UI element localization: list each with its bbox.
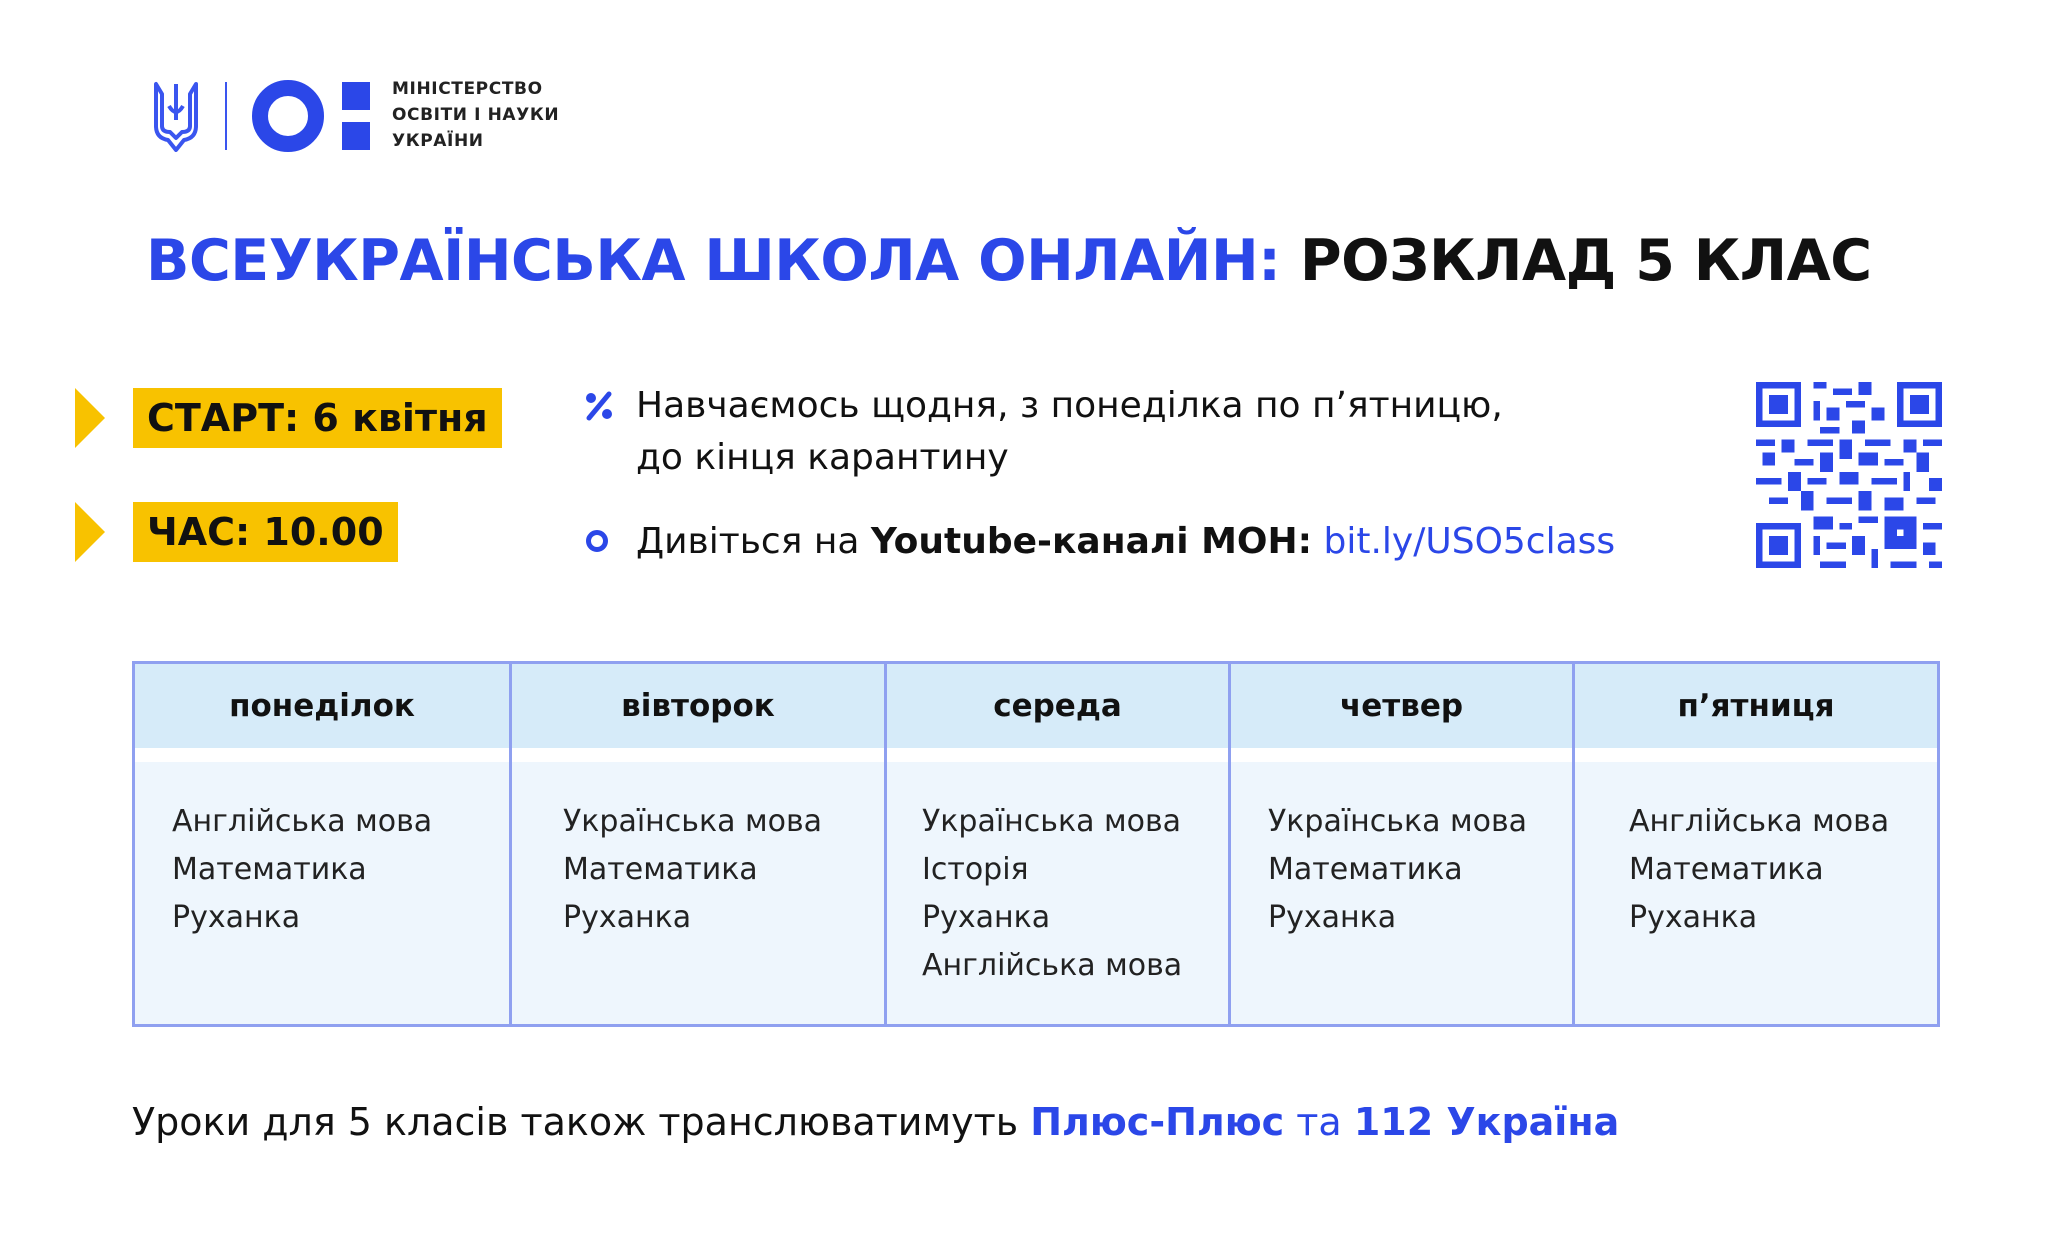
youtube-channel-label: Youtube-каналі МОН: — [870, 521, 1313, 562]
subject-list — [1231, 762, 1572, 942]
subject-list — [512, 762, 884, 942]
arrow-icon — [75, 388, 105, 448]
ministry-name — [392, 76, 559, 154]
info-line-1a: Навчаємось щодня, з понеділка по п’ятницю, — [636, 385, 1503, 426]
info-line-2-prefix: Дивіться на — [636, 521, 871, 562]
logo-divider — [225, 82, 227, 150]
day-header: четвер — [1231, 664, 1572, 748]
info-line-1b: до кінця карантину — [636, 437, 1009, 478]
ministry-line: УКРАЇНИ — [392, 131, 484, 151]
footer-middle: та — [1284, 1100, 1354, 1144]
subject-item: Історія — [922, 852, 1029, 887]
subject-item: Математика — [172, 852, 367, 887]
time-badge: ЧАС: 10.00 — [133, 502, 398, 562]
day-column — [135, 664, 512, 1024]
subject-item: Руханка — [1629, 900, 1758, 935]
day-column — [512, 664, 887, 1024]
subject-item: Українська мова — [563, 804, 823, 839]
circle-bullet-icon — [586, 530, 608, 552]
footer-note — [132, 1100, 1619, 1144]
qr-code-icon[interactable] — [1756, 382, 1942, 568]
ministry-logo-icon — [250, 78, 372, 154]
subject-item: Українська мова — [922, 804, 1182, 839]
title-blue-part: ВСЕУКРАЇНСЬКА ШКОЛА ОНЛАЙН: — [146, 228, 1281, 294]
footer-prefix: Уроки для 5 класів також транслюватимуть — [132, 1100, 1031, 1144]
arrow-icon — [75, 502, 105, 562]
start-badge: СТАРТ: 6 квітня — [133, 388, 502, 448]
channel-112: 112 Україна — [1353, 1100, 1620, 1144]
percent-icon — [583, 390, 615, 422]
ministry-line: ОСВІТИ І НАУКИ — [392, 105, 560, 125]
subject-list — [1575, 762, 1937, 942]
day-header: п’ятниця — [1575, 664, 1937, 748]
subject-item: Руханка — [922, 900, 1051, 935]
day-header: середа — [887, 664, 1228, 748]
day-column — [887, 664, 1231, 1024]
subject-list — [135, 762, 509, 942]
subject-item: Математика — [1629, 852, 1824, 887]
subject-item: Англійська мова — [1629, 804, 1890, 839]
page-title — [146, 228, 1872, 294]
day-header: вівторок — [512, 664, 884, 748]
info-line-2 — [636, 516, 1615, 568]
subject-item: Математика — [1268, 852, 1463, 887]
subject-item: Українська мова — [1268, 804, 1528, 839]
subject-item: Математика — [563, 852, 758, 887]
subject-item: Англійська мова — [172, 804, 433, 839]
subject-item: Руханка — [563, 900, 692, 935]
subject-item: Руханка — [1268, 900, 1397, 935]
trident-emblem-icon — [152, 80, 200, 152]
day-header: понеділок — [135, 664, 509, 748]
schedule-table — [132, 661, 1940, 1027]
subject-item: Руханка — [172, 900, 301, 935]
subject-item: Англійська мова — [922, 948, 1183, 983]
ministry-line: МІНІСТЕРСТВО — [392, 79, 543, 99]
title-dark-part: РОЗКЛАД 5 КЛАС — [1299, 228, 1872, 294]
youtube-link[interactable]: bit.ly/USO5class — [1323, 521, 1616, 562]
channel-plus-plus: Плюс-Плюс — [1030, 1100, 1285, 1144]
day-column — [1231, 664, 1575, 1024]
day-column — [1575, 664, 1937, 1024]
subject-list — [887, 762, 1228, 990]
